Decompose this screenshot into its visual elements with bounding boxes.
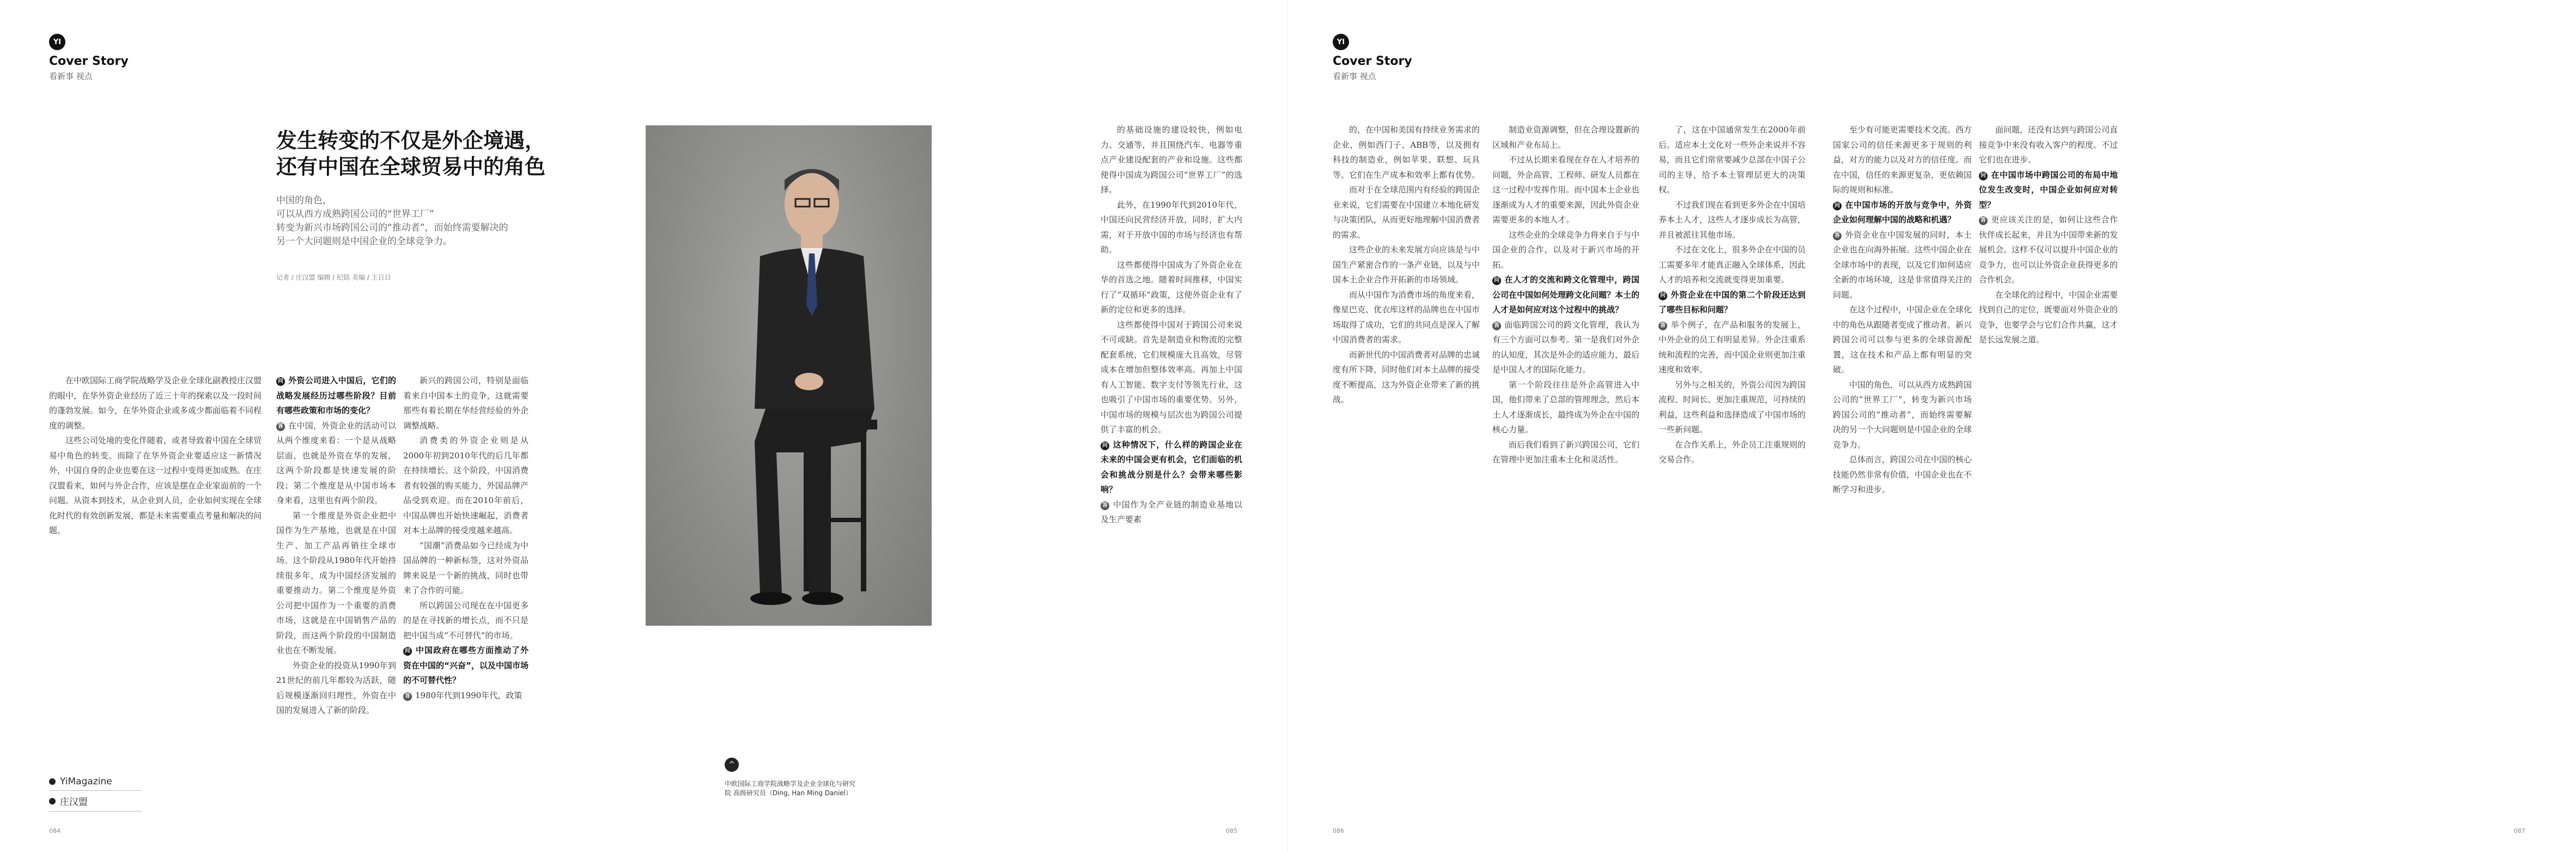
body-paragraph	[1833, 123, 1972, 198]
body-paragraph	[49, 433, 262, 539]
body-paragraph	[1333, 288, 1480, 348]
paragraph-text: 至少有可能更需要技术交流。西方国家公司的信任来源更多于规则的利益，对方的能力以及对方的信任度。而在中国，信任的来源更复杂，更依赖国际的规则和标准。	[1833, 125, 1972, 195]
page-number-right: 085	[1226, 827, 1237, 834]
byline-magazine-row	[49, 773, 142, 791]
body-paragraph	[1101, 258, 1242, 318]
paragraph-text: 这些都使得中国成为了外资企业在华的首选之地。随着时间推移，中国实行了“双循环”政策，这使外资企业有了新的定位和更多的选择。	[1101, 259, 1242, 314]
paragraph-text: 新兴的跨国公司，特别是面临着来自中国本土的竞争，这就需要那些有着长期在华经营经验的外企调整战略。	[403, 376, 528, 431]
paragraph-text: 举个例子，在产品和服务的发展上，中外企业的员工有明显差异。外企注重系统和流程的完善，而中国企业则更加注重速度和效率。	[1658, 319, 1806, 374]
body-paragraph	[1101, 198, 1242, 258]
section-header-right	[1333, 34, 1412, 82]
paragraph-text: 所以跨国公司现在在中国更多的是在寻找新的增长点，而不只是把中国当成“不可替代”的市场。	[403, 600, 528, 640]
caption-arrow-icon: ^	[725, 758, 739, 772]
interview-answer	[276, 419, 396, 509]
body-paragraph	[403, 539, 528, 598]
body-paragraph	[1492, 123, 1639, 153]
interview-question	[1833, 198, 1972, 228]
interview-answer	[1101, 498, 1242, 528]
body-column-2	[276, 373, 396, 718]
paragraph-text: 制造业资源调整，但在合理设置新的区域和产业布局上。	[1492, 125, 1640, 150]
dek-line: 转变为新兴市场跨国公司的“推动者”，而始终需要解决的	[276, 222, 508, 233]
body-paragraph	[1658, 198, 1806, 243]
question-marker-icon: 问	[1101, 441, 1109, 450]
section-title: Cover Story	[49, 55, 129, 68]
headline-line-2: 还有中国在全球贸易中的角色	[276, 155, 546, 179]
byline-magazine: YiMagazine	[60, 776, 112, 787]
body-paragraph	[1101, 318, 1242, 438]
body-paragraph	[1658, 378, 1806, 438]
paragraph-text: 不过在文化上，很多外企在中国的员工需要多年才能真正融入全球体系，因此人才的培养和交流就变得更加重要。	[1658, 245, 1806, 285]
paragraph-text: 此外，在1990年代到2010年代，中国还向民营经济开放，同时，扩大内需，对于开放中国的市场与经济也有帮助。	[1101, 199, 1242, 255]
bullet-icon	[49, 778, 56, 785]
right-page	[1288, 0, 2576, 853]
section-subtitle-right: 看新事 视点	[1333, 71, 1376, 81]
body-column-9	[1979, 123, 2118, 348]
magazine-logo: YI	[49, 34, 65, 50]
paragraph-text: 中国的角色，可以从西方成熟跨国公司的“世界工厂”，转变为新兴市场跨国公司的“推动者”，而始终需要解决的另一个大问题则是中国企业的全球竞争力。	[1833, 379, 1972, 450]
body-paragraph	[1833, 452, 1972, 498]
answer-marker-icon: 答	[1979, 216, 1988, 225]
byline-author: 庄汉盟	[60, 797, 88, 808]
dek-line: 中国的角色，	[276, 195, 332, 206]
answer-marker-icon: 答	[403, 692, 412, 701]
interview-answer	[403, 688, 528, 704]
body-paragraph	[1658, 243, 1806, 288]
body-paragraph	[1492, 153, 1639, 228]
body-paragraph	[1492, 378, 1639, 438]
body-paragraph	[1101, 123, 1242, 198]
paragraph-text: 总体而言，跨国公司在中国的核心技能仍然非常有价值，中国企业也在不断学习和进步。	[1833, 455, 1972, 494]
dek-line: 另一个大问题则是中国企业的全球竞争力。	[276, 236, 452, 247]
dek-line: 可以从西方成熟跨国公司的“世界工厂”	[276, 209, 434, 220]
question-marker-icon: 问	[1979, 172, 1988, 180]
paragraph-text: 的基础设施的建设较快，例如电力、交通等，并且围绕汽车、电器等重点产业建设配套的产业和设施。这些都使得中国成为跨国公司“世界工厂”的选择。	[1101, 125, 1242, 195]
paragraph-text: 面问题，还没有达到与跨国公司直接竞争中来没有收入客户的程度。不过它们也在进步。	[1979, 125, 2118, 165]
body-paragraph	[276, 658, 396, 718]
interview-answer	[1492, 318, 1639, 378]
body-paragraph	[1333, 348, 1480, 408]
body-paragraph	[1833, 378, 1972, 453]
bullet-icon	[49, 798, 56, 804]
paragraph-text: 外资企业的投资从1990年到21世纪的前几年都较为活跃，随后规模逐渐回归理性，外资在中国的发展进入了新的阶段。	[276, 660, 396, 715]
paragraph-text: 消费类的外资企业则是从2000年初到2010年代的后几年都在持续增长。这个阶段，中国消费者有较强的购买能力，外国品牌产品受到欢迎。而在2010年前后，中国品牌也开始快速崛起，消费者对本土品牌的接受度越来越高。	[403, 435, 528, 535]
body-paragraph	[1979, 123, 2118, 168]
paragraph-text: 在人才的交流和跨文化管理中，跨国公司在中国如何处理跨文化问题？本土的人才是如何应对这个过程中的挑战？	[1492, 275, 1640, 314]
paragraph-text: 外资企业在中国的第二个阶段还达到了哪些目标和问题？	[1658, 289, 1806, 314]
interview-answer	[1658, 318, 1806, 378]
page-number-right: 087	[2514, 827, 2525, 834]
body-column-6	[1492, 123, 1639, 468]
paragraph-text: 另外与之相关的，外资公司因为跨国流程、时间长、更加注重规范，可持续的利益，这些利益和选择造成了中国市场的一些新问题。	[1658, 379, 1806, 434]
interview-question	[1658, 288, 1806, 318]
interview-answer	[1979, 213, 2118, 288]
body-column-5	[1333, 123, 1480, 408]
paragraph-text: 在中国市场中跨国公司的布局中地位发生改变时，中国企业如何应对转型？	[1979, 170, 2118, 210]
paragraph-text: 面临跨国公司的跨文化管理，我认为有三个方面可以参考。第一是我们对外企的认知度，其次是外企的适应能力，最后是中国人才的国际化能力。	[1492, 319, 1640, 374]
interview-question	[276, 373, 396, 419]
interview-question	[403, 643, 528, 688]
paragraph-text: 中国作为全产业链的制造业基地以及生产要素	[1101, 499, 1242, 524]
paragraph-text: “国潮”消费品如今已经成为中国品牌的一种新标签，这对外资品牌来说是一个新的挑战，同时也带来了合作的可能。	[403, 540, 528, 595]
section-title-right: Cover Story	[1333, 55, 1412, 68]
paragraph-text: 外资公司进入中国后，它们的战略发展经历过哪些阶段？目前有哪些政策和市场的变化？	[276, 376, 396, 415]
paragraph-text: 不过从长期来看现在存在人才培养的问题，外企高管、工程师、研发人员都在这一过程中发挥作用。而中国本土企业也逐渐成为人才的重要来源，因此外资企业需要更多的本地人才。	[1492, 155, 1640, 225]
body-paragraph	[1658, 438, 1806, 468]
paragraph-text: 在全球化的过程中，中国企业需要找到自己的定位，既要面对外资企业的竞争，也要学会与它们合作共赢，这才是长远发展之道。	[1979, 289, 2118, 344]
section-header	[49, 34, 129, 82]
question-marker-icon: 问	[1833, 202, 1842, 210]
body-paragraph	[403, 433, 528, 539]
body-column-7	[1658, 123, 1806, 468]
body-column-3	[403, 373, 528, 703]
page-number-left: 084	[49, 827, 60, 834]
body-paragraph	[1333, 243, 1480, 288]
article-credits: 记者 / 庄汉盟 编辑 / 纪铭 美编 / 王日日	[276, 274, 391, 281]
answer-marker-icon: 答	[1101, 501, 1109, 510]
body-paragraph	[403, 598, 528, 644]
paragraph-text: 在这个过程中，中国企业在全球化中的角色从跟随者变成了推动者。新兴跨国公司可以参与更多的全球资源配置，这在技术和产品上都有明显的突破。	[1833, 305, 1972, 374]
paragraph-text: 在中国，外资企业的活动可以从两个维度来看：一个是从战略层面，也就是外资在华的发展，这两个阶段都是快速发展的阶段；第二个维度是从中国市场本身来看，这里也有两个阶段。	[276, 420, 396, 505]
answer-marker-icon: 答	[1833, 232, 1842, 240]
paragraph-text: 在中欧国际工商学院战略学及企业全球化副教授庄汉盟的眼中，在华外资企业经历了近三十年的探索以及一段时间的蓬勃发展。如今，在华外资企业或多或少都面临着不同程度的调整。	[49, 376, 262, 431]
answer-marker-icon: 答	[276, 422, 285, 431]
photo-caption: 中欧国际工商学院战略学及企业全球化与研究院 高级研究员（Ding, Han Ming Daniel）	[725, 780, 856, 797]
interview-question	[1101, 438, 1242, 498]
paragraph-text: 第一个阶段往往是外企高管进入中国，他们带来了总部的管理理念，然后本土人才逐渐成长，最终成为外企在中国的核心力量。	[1492, 379, 1640, 434]
body-column-4	[1101, 123, 1242, 528]
body-paragraph	[1833, 303, 1972, 378]
paragraph-text: 在合作关系上，外企员工注重规则的交易合作。	[1658, 439, 1806, 464]
body-paragraph	[1979, 288, 2118, 348]
paragraph-text: 第一个维度是外资企业把中国作为生产基地，也就是在中国生产、加工产品再销往全球市场。这个阶段从1980年代开始持续很多年，成为中国经济发展的重要推动力。第二个维度是外资公司把中国作为一个重要的消费市场，这就是在中国销售产品的阶段，而这两个阶段的中国制造业也在不断发展。	[276, 510, 396, 655]
magazine-logo-right: YI	[1333, 34, 1349, 50]
page-number-left: 086	[1333, 827, 1344, 834]
body-paragraph	[276, 509, 396, 658]
paragraph-text: 不过我们现在看到更多外企在中国培养本土人才，这些人才逐步成长为高管，并且被派往其他市场。	[1658, 199, 1806, 240]
byline-author-row	[49, 791, 142, 812]
paragraph-text: 这种情况下，什么样的跨国企业在未来的中国会更有机会，它们面临的机会和挑战分别是什么？会带来哪些影响？	[1101, 439, 1242, 494]
paragraph-text: 外资企业在中国发展的同时，本土企业也在向海外拓展。这些中国企业在全球市场中的表现，以及它们如何适应全新的市场环境，这是非常值得关注的问题。	[1833, 229, 1972, 300]
portrait-illustration	[646, 125, 932, 626]
article-dek	[276, 194, 581, 249]
paragraph-text: 这些企业的未来发展方向应该是与中国生产紧密合作的一条产业链，以及与中国本土企业合作开拓新的市场领域。	[1333, 245, 1480, 285]
interview-question	[1492, 273, 1639, 318]
body-paragraph	[1333, 123, 1480, 183]
paragraph-text: 这些企业的全球竞争力将来自于与中国企业的合作，以及对于新兴市场的开拓。	[1492, 229, 1640, 270]
paragraph-text: 1980年代到1990年代，政策	[415, 690, 523, 700]
paragraph-text: 的，在中国和美国有持续业务需求的企业，例如西门子、ABB等，以及拥有科技的制造业，例如苹果、联想、玩具等。它们在生产成本和效率上都有优势。	[1333, 125, 1480, 180]
byline-block	[49, 773, 142, 812]
paragraph-text: 这些都使得中国对于跨国公司来说不可或缺。首先是制造业和物流的完整配套系统，它们规模庞大且高效，尽管成本在增加但整体效率高。再加上中国有人工智能、数字支付等领先行业，这也吸引了中国市场的重要优势。另外，中国市场的规模与层次也为跨国公司提供了丰富的机会。	[1101, 319, 1242, 434]
paragraph-text: 在中国市场的开放与竞争中，外资企业如何理解中国的战略和机遇？	[1833, 199, 1972, 225]
section-subtitle: 看新事 视点	[49, 71, 93, 81]
headline-line-1: 发生转变的不仅是外企境遇，	[276, 129, 546, 153]
interview-question	[1979, 168, 2118, 213]
body-column-1	[49, 373, 262, 539]
paragraph-text: 这些公司处境的变化伴随着，或者导致着中国在全球贸易中角色的转变。而除了在华外资企业要适应这一新情况外，中国自身的企业也要在这一过程中变得更加成熟。在庄汉盟看来，如何与外企合作，应该是摆在企业家面前的一个问题。从资本到技术，从企业到人员，企业如何实现在全球化时代的有效创新发展，都是未来需要重点考量和解决的问题。	[49, 435, 262, 535]
interview-answer	[1833, 228, 1972, 303]
answer-marker-icon: 答	[1658, 322, 1667, 330]
body-paragraph	[49, 373, 262, 433]
question-marker-icon: 问	[276, 377, 285, 386]
answer-marker-icon: 答	[1492, 322, 1501, 330]
article-headline	[276, 128, 581, 180]
body-paragraph	[1658, 123, 1806, 198]
question-marker-icon: 问	[1492, 276, 1501, 285]
paragraph-text: 中国政府在哪些方面推动了外资在中国的“兴奋”，以及中国市场的不可替代性？	[403, 645, 528, 685]
paragraph-text: 更应该关注的是，如何让这些合作伙伴成长起来，并且为中国带来新的发展机会。这样不仅可以提升中国企业的竞争力，也可以让外资企业获得更多的合作机会。	[1979, 215, 2118, 285]
body-column-8	[1833, 123, 1972, 498]
question-marker-icon: 问	[1658, 292, 1667, 300]
body-paragraph	[1492, 228, 1639, 273]
paragraph-text: 了，这在中国通常发生在2000年前后。适应本土文化对一些外企来说并不容易，而且它们常常要减少总部在中国子公司的主导，给予本土管理层更大的决策权。	[1658, 125, 1806, 195]
portrait-photo	[646, 125, 932, 626]
body-paragraph	[1333, 183, 1480, 243]
paragraph-text: 而对于在全球范围内有经验的跨国企业来说，它们需要在中国建立本地化研发与决策团队，从而更好地理解中国消费者的需求。	[1333, 185, 1480, 240]
body-paragraph	[1492, 438, 1639, 468]
question-marker-icon: 问	[403, 647, 412, 656]
paragraph-text: 而新世代的中国消费者对品牌的忠诚度有所下降，同时他们对本土品牌的接受度不断提高，这为外资企业带来了新的挑战。	[1333, 349, 1480, 404]
paragraph-text: 而从中国作为消费市场的角度来看，像星巴克、优衣库这样的品牌也在中国市场取得了成功，它们的共同点是深入了解中国消费者的需求。	[1333, 289, 1480, 344]
paragraph-text: 而后我们看到了新兴跨国公司，它们在管理中更加注重本土化和灵活性。	[1492, 439, 1640, 464]
body-paragraph	[403, 373, 528, 433]
